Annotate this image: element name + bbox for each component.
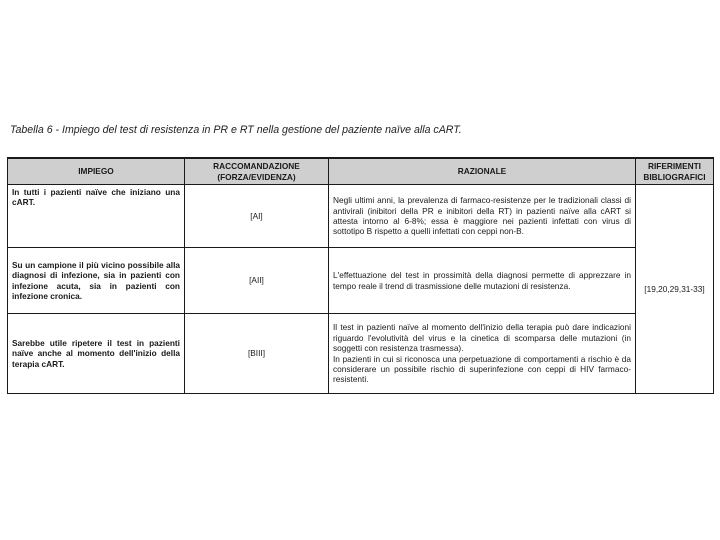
table-caption: Tabella 6 - Impiego del test di resistenza in PR e RT nella gestione del paziente naïve alla cART.: [10, 124, 462, 136]
razionale-paragraph: L'effettuazione del test in prossimità della diagnosi permette di apprezzare in tempo reale il trend di trasmissione delle mutazioni di resistenza.: [333, 270, 631, 291]
razionale-paragraph: Negli ultimi anni, la prevalenza di farmaco-resistenze per le tradizionali classi di antivirali (inibitori della PR e inibitori della RT) in pazienti naïve alla cART si attesta intorno al 6-8%; essa è maggiore nei pazienti infettati con virus di sottotipo B rispetto a quelli infettati con ceppi non-B.: [333, 195, 631, 237]
razionale-cell: [329, 185, 636, 248]
razionale-cell: [329, 314, 636, 394]
razionale-cell: [329, 248, 636, 314]
razionale-paragraph: Il test in pazienti naïve al momento dell'inizio della terapia può dare indicazioni riguardo l'evolutività del virus e la cinetica di scomparsa delle mutazioni (in soggetti con resistenza trasmessa).: [333, 322, 631, 354]
impiego-cell: In tutti i pazienti naïve che iniziano una cART.: [8, 185, 185, 248]
raccomandazione-cell: [BIII]: [185, 314, 329, 394]
raccomandazione-cell: [AII]: [185, 248, 329, 314]
riferimenti-cell: [19,20,29,31-33]: [636, 185, 714, 394]
table-row: [8, 248, 714, 314]
table-row: [8, 185, 714, 248]
header-impiego: IMPIEGO: [8, 158, 185, 185]
raccomandazione-cell: [AI]: [185, 185, 329, 248]
header-razionale: RAZIONALE: [329, 158, 636, 185]
header-row: [8, 158, 714, 185]
header-raccomandazione: RACCOMANDAZIONE (FORZA/EVIDENZA): [185, 158, 329, 185]
impiego-cell: Sarebbe utile ripetere il test in pazienti naïve anche al momento dell'inizio della terapia cART.: [8, 314, 185, 394]
impiego-cell: Su un campione il più vicino possibile alla diagnosi di infezione, sia in pazienti con infezione acuta, sia in pazienti con infezione cronica.: [8, 248, 185, 314]
header-riferimenti: RIFERIMENTI BIBLIOGRAFICI: [636, 158, 714, 185]
recommendations-table: [7, 157, 714, 394]
razionale-paragraph: In pazienti in cui si riconosca una perpetuazione di comportamenti a rischio è da considerare un possibile rischio di superinfezione con ceppi di HIV farmaco-resistenti.: [333, 353, 631, 385]
table-row: [8, 314, 714, 394]
